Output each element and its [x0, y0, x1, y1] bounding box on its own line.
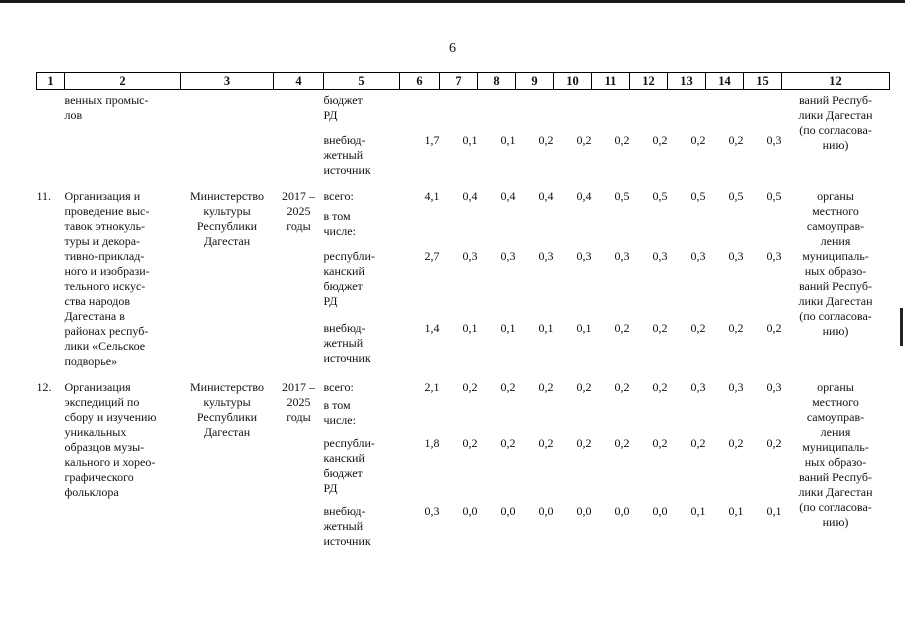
value-cell: 0,1 [538, 320, 554, 335]
empty-cell [274, 90, 324, 179]
measure-name: Организация и проведение выс- тавок этнокуль- туры и декора- тивно-приклад- ного и изобрази- тельного искус- ства народов Дагестана в районах респуб- лики «Сельское подворье» [64, 189, 150, 368]
column-header-cell: 11 [592, 73, 630, 90]
value-cell: 0,3 [690, 380, 706, 394]
empty-cell [630, 206, 668, 241]
implementation-period: 2017 – 2025 годы [282, 380, 315, 424]
measure-number: 11. [36, 189, 52, 203]
column-header-cell: 2 [65, 73, 181, 90]
empty-cell [668, 395, 706, 428]
empty-cell [400, 90, 440, 124]
value-cell: 2,7 [424, 248, 440, 263]
value-cell: 0,1 [462, 320, 478, 335]
implementation-period: 2017 – 2025 годы [282, 189, 315, 233]
value-cell: 0,3 [538, 248, 554, 263]
empty-cell [400, 395, 440, 428]
value-cell: 0,1 [576, 320, 592, 335]
scan-edge-mark [900, 308, 903, 346]
column-header-cell: 8 [478, 73, 516, 90]
empty-cell [478, 395, 516, 428]
value-cell: 0,2 [614, 380, 630, 394]
value-cell: 0,2 [538, 133, 554, 147]
value-cell: 0,2 [614, 320, 630, 335]
value-cell: 0,3 [614, 248, 630, 263]
empty-cell [592, 90, 630, 124]
column-header-cell: 15 [744, 73, 782, 90]
value-cell: 0,2 [652, 320, 668, 335]
value-cell: 0,2 [576, 133, 592, 147]
value-cell: 0,1 [766, 504, 782, 518]
value-cell: 0,3 [766, 380, 782, 394]
measure-row [37, 369, 890, 395]
funding-source-label: в том числе: [323, 208, 356, 238]
empty-cell [592, 206, 630, 241]
value-cell: 0,5 [652, 189, 668, 203]
value-cell: 1,7 [424, 133, 440, 147]
value-cell: 0,2 [728, 320, 744, 335]
column-header-cell: 14 [706, 73, 744, 90]
value-cell: 0,3 [766, 133, 782, 147]
value-cell: 0,0 [576, 504, 592, 518]
value-cell: 1,4 [424, 320, 440, 335]
value-cell: 0,5 [690, 189, 706, 203]
empty-cell [554, 90, 592, 124]
value-cell: 0,2 [614, 133, 630, 147]
value-cell: 0,2 [576, 380, 592, 394]
column-header-cell: 9 [516, 73, 554, 90]
value-cell: 0,2 [462, 436, 478, 450]
empty-cell [37, 90, 65, 179]
page-number: 6 [449, 41, 456, 56]
value-cell: 0,2 [766, 436, 782, 450]
empty-cell [516, 90, 554, 124]
value-cell: 0,1 [690, 504, 706, 518]
value-cell: 0,1 [462, 133, 478, 147]
value-cell: 4,1 [424, 189, 440, 203]
empty-cell [592, 395, 630, 428]
value-cell: 0,5 [728, 189, 744, 203]
funding-source-label: в том числе: [323, 398, 356, 427]
coexecutor-continued: ваний Респуб- лики Дагестан (по согласова- нию) [798, 93, 873, 152]
value-cell: 0,3 [728, 380, 744, 394]
value-cell: 0,0 [652, 504, 668, 518]
measure-number: 12. [36, 380, 52, 394]
table-body [37, 73, 890, 550]
empty-cell [478, 90, 516, 124]
value-cell: 0,2 [538, 436, 554, 450]
value-cell: 0,3 [766, 248, 782, 263]
empty-cell [668, 90, 706, 124]
value-cell: 0,3 [728, 248, 744, 263]
column-header-cell: 5 [324, 73, 400, 90]
coexecutor-name: органы местного самоуправ- ления муниципаль- ных образо- ваний Респуб- лики Дагестан (по согласова- нию) [798, 189, 873, 338]
coexecutor-name: органы местного самоуправ- ления муниципаль- ных образо- ваний Респуб- лики Дагестан (по согласова- нию) [798, 380, 873, 529]
empty-cell [744, 206, 782, 241]
empty-cell [630, 395, 668, 428]
empty-cell [706, 90, 744, 124]
value-cell: 0,0 [500, 504, 516, 518]
column-header-cell: 13 [668, 73, 706, 90]
measure-row [37, 178, 890, 206]
value-cell: 0,3 [652, 248, 668, 263]
value-cell: 0,2 [728, 436, 744, 450]
value-cell: 0,4 [500, 189, 516, 203]
funding-source-label: бюджет РД [323, 93, 363, 122]
funding-source-label: внебюд- жетный источник [323, 320, 371, 365]
funding-source-label: республи- канский бюджет РД [323, 248, 375, 308]
empty-cell [440, 90, 478, 124]
value-cell: 0,1 [500, 320, 516, 335]
value-cell: 0,4 [576, 189, 592, 203]
value-cell: 0,4 [538, 189, 554, 203]
value-cell: 0,2 [538, 380, 554, 394]
empty-cell [440, 395, 478, 428]
table-header-row [37, 73, 890, 90]
value-cell: 0,2 [500, 436, 516, 450]
value-cell: 0,2 [690, 436, 706, 450]
continued-row [37, 90, 890, 124]
value-cell: 0,2 [652, 380, 668, 394]
empty-cell [554, 206, 592, 241]
value-cell: 0,0 [538, 504, 554, 518]
scan-top-border [0, 0, 905, 3]
value-cell: 0,2 [728, 133, 744, 147]
empty-cell [706, 206, 744, 241]
value-cell: 0,3 [690, 248, 706, 263]
value-cell: 0,2 [576, 436, 592, 450]
funding-source-label: республи- канский бюджет РД [323, 436, 375, 495]
funding-source-label: всего: [323, 189, 354, 203]
value-cell: 0,0 [614, 504, 630, 518]
column-header-cell: 7 [440, 73, 478, 90]
funding-source-label: внебюд- жетный источник [323, 133, 371, 177]
program-measures-table [36, 72, 890, 549]
value-cell: 0,2 [614, 436, 630, 450]
empty-cell [668, 206, 706, 241]
value-cell: 0,1 [500, 133, 516, 147]
value-cell: 0,3 [576, 248, 592, 263]
value-cell: 0,2 [500, 380, 516, 394]
executor-name: Министерство культуры Республики Дагестан [190, 380, 264, 439]
value-cell: 0,4 [462, 189, 478, 203]
empty-cell [630, 90, 668, 124]
empty-cell [744, 90, 782, 124]
empty-cell [744, 395, 782, 428]
executor-name: Министерство культуры Республики Дагестан [190, 189, 264, 248]
value-cell: 2,1 [424, 380, 440, 394]
column-header-cell: 12 [782, 73, 890, 90]
empty-cell [400, 206, 440, 241]
value-cell: 0,2 [652, 133, 668, 147]
funding-source-label: всего: [323, 380, 354, 394]
value-cell: 0,2 [690, 133, 706, 147]
empty-cell [516, 206, 554, 241]
value-cell: 0,2 [652, 436, 668, 450]
empty-cell [478, 206, 516, 241]
value-cell: 0,5 [614, 189, 630, 203]
empty-cell [554, 395, 592, 428]
measure-name: Организация экспедиций по сбору и изучению уникальных образцов музы- кального и хорео- графического фольклора [64, 380, 157, 499]
measure-name-continued: венных промыс- лов [64, 93, 149, 122]
value-cell: 1,8 [424, 436, 440, 450]
value-cell: 0,5 [766, 189, 782, 203]
value-cell: 0,2 [766, 320, 782, 335]
column-header-cell: 12 [630, 73, 668, 90]
value-cell: 0,2 [462, 380, 478, 394]
value-cell: 0,2 [690, 320, 706, 335]
value-cell: 0,3 [462, 248, 478, 263]
column-header-cell: 6 [400, 73, 440, 90]
column-header-cell: 3 [181, 73, 274, 90]
value-cell: 0,0 [462, 504, 478, 518]
column-header-cell: 1 [37, 73, 65, 90]
column-header-cell: 10 [554, 73, 592, 90]
empty-cell [706, 395, 744, 428]
funding-source-label: внебюд- жетный источник [323, 504, 371, 548]
empty-cell [516, 395, 554, 428]
value-cell: 0,3 [424, 504, 440, 518]
value-cell: 0,1 [728, 504, 744, 518]
column-header-cell: 4 [274, 73, 324, 90]
value-cell: 0,3 [500, 248, 516, 263]
empty-cell [440, 206, 478, 241]
empty-cell [181, 90, 274, 179]
